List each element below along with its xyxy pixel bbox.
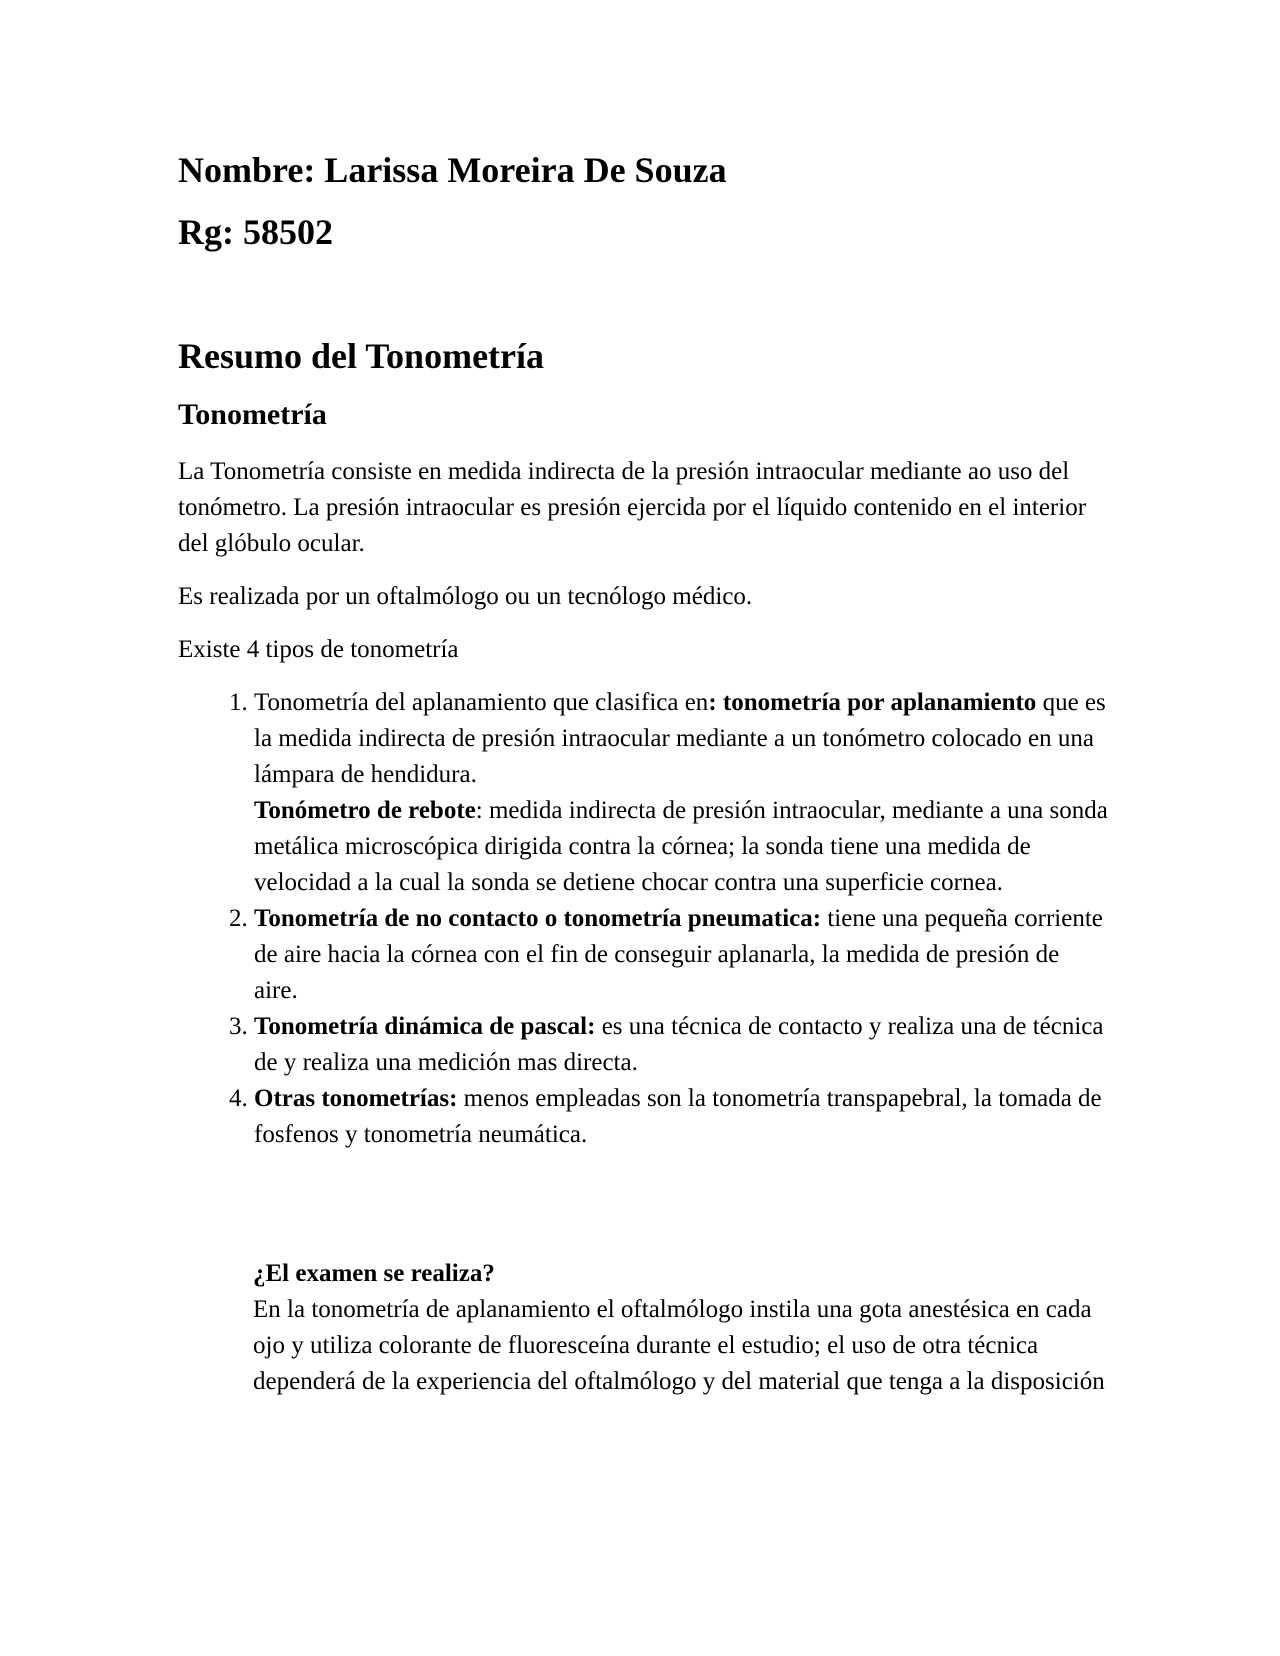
exam-body: En la tonometría de aplanamiento el oftalmólogo instila una gota anestésica en cada ojo y utiliza colorante de fluoresceína durante el estudio; el uso de otra técnica dependerá de la experiencia del oftalmólogo y del material que tenga a la disposición [253,1296,1105,1395]
type-3-bold: Tonometría dinámica de pascal: [254,1013,596,1040]
section-title: Tonometría [178,398,327,431]
paragraph-performed-by: Es realizada por un oftalmólogo ou un tecnólogo médico. [178,583,753,610]
type-4-bold: Otras tonometrías: [254,1085,458,1112]
list-item [254,685,1108,901]
type-1-bold-1: : tonometría por aplanamiento [708,689,1037,716]
exam-section [253,1256,1108,1400]
student-name: Nombre: Larissa Moreira De Souza [178,150,727,190]
list-item [254,901,1108,1009]
type-2-text: tiene una pequeña corriente de aire hacia la córnea con el fin de conseguir aplanarla, la medida de presión de aire. [254,905,1103,1004]
types-list [178,685,1108,1153]
type-4-text: menos empleadas son la tonometría transpapebral, la tomada de fosfenos y tonometría neumática. [254,1085,1102,1148]
exam-title: ¿El examen se realiza? [253,1260,495,1287]
type-1-text-2: : medida indirecta de presión intraocular, mediante a una sonda metálica microscópica dirigida contra la córnea; la sonda tiene una medida de velocidad a la cual la sonda se detiene chocar contra una superficie cornea. [254,797,1108,896]
paragraph-definition: La Tonometría consiste en medida indirecta de la presión intraocular mediante ao uso del tonómetro. La presión intraocular es presión ejercida por el líquido contenido en el interior del glóbulo ocular. [178,458,1087,557]
student-rg: Rg: 58502 [178,212,333,252]
type-2-bold: Tonometría de no contacto o tonometría pneumatica: [254,905,822,932]
paragraph-types-intro: Existe 4 tipos de tonometría [178,636,459,663]
list-item [254,1009,1108,1081]
document-page [178,140,1108,1400]
list-item [254,1081,1108,1153]
type-1-bold-2: Tonómetro de rebote [254,797,476,824]
type-1-lead: Tonometría del aplanamiento que clasifica en [254,689,709,716]
type-1-text-1: que es la medida indirecta de presión intraocular mediante a un tonómetro colocado en una lámpara de hendidura. [254,689,1106,788]
document-title: Resumo del Tonometría [178,336,545,376]
type-3-text: es una técnica de contacto y realiza una de técnica de y realiza una medición mas directa. [254,1013,1104,1076]
